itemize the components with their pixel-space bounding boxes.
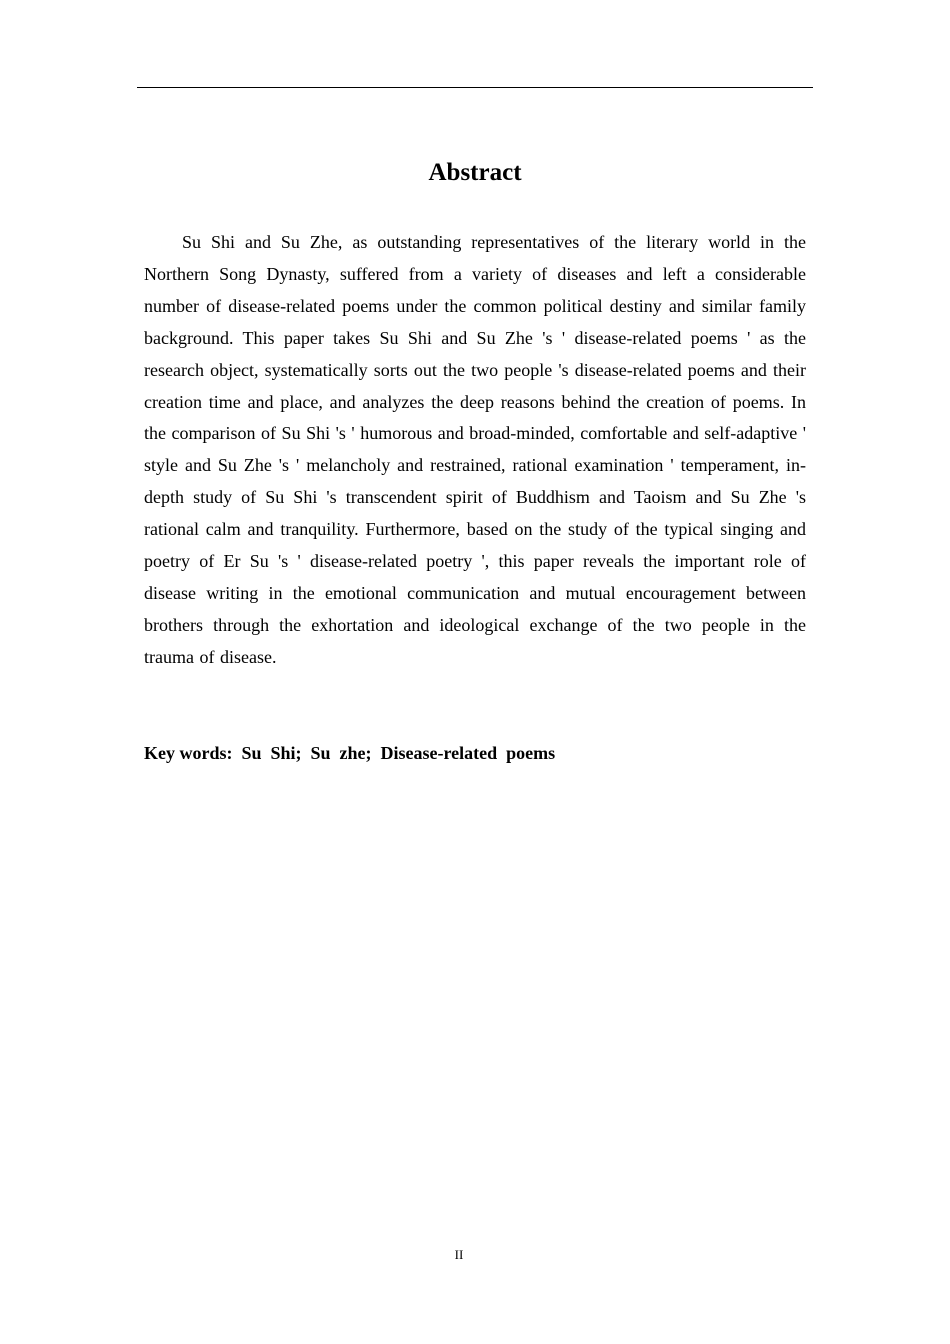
abstract-body: Su Shi and Su Zhe, as outstanding representatives of the literary world in the Northern Song Dynasty, suffered from a variety of diseases and left a considerable number of disease-related poems under the common political destiny and similar family background. This paper takes Su Shi and Su Zhe 's ' disease-related poems ' as the research object, systematically sorts out the two people 's disease-related poems and their creation time and place, and analyzes the deep reasons behind the creation of poems. In the comparison of Su Shi 's ' humorous and broad-minded, comfortable and self-adaptive ' style and Su Zhe 's ' melancholy and restrained, rational examination ' temperament, in-depth study of Su Shi 's transcendent spirit of Buddhism and Taoism and Su Zhe 's rational calm and tranquility. Furthermore, based on the study of the typical singing and poetry of Er Su 's ' disease-related poetry ', this paper reveals the important role of disease writing in the emotional communication and mutual encouragement between brothers through the exhortation and ideological exchange of the two people in the trauma of disease. — [144, 232, 806, 667]
header-rule — [137, 87, 813, 88]
abstract-title: Abstract — [428, 159, 522, 186]
page-number: II — [454, 1247, 464, 1262]
keywords-line: Key words: Su Shi; Su zhe; Disease-related poems — [144, 743, 556, 763]
